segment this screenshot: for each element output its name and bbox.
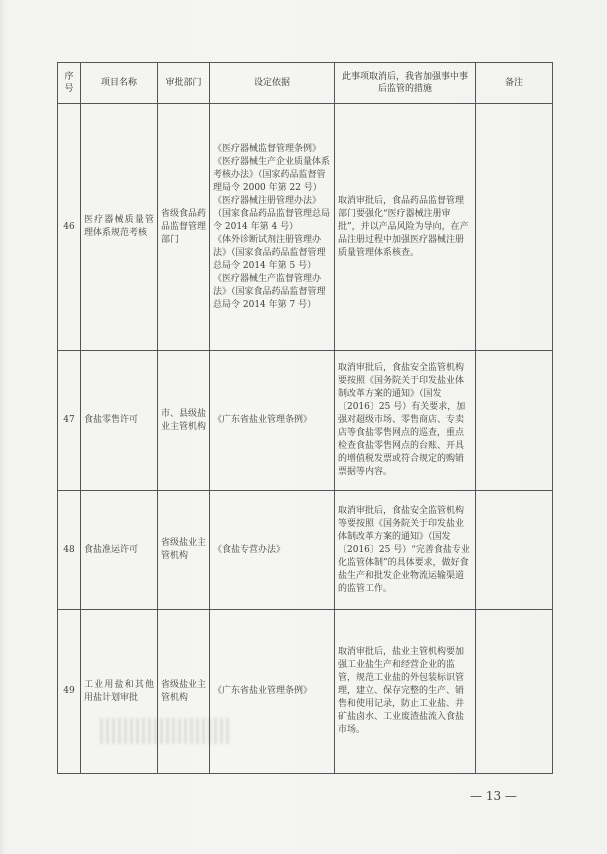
row-dept: 省级盐业主管机构 xyxy=(158,610,210,774)
row-no: 49 xyxy=(58,610,81,774)
row-measure: 取消审批后，食盐安全监管机构要按照《国务院关于印发盐业体制改革方案的通知》（国发〔2016〕25 号）有关要求，加强对超级市场、零售商店、专卖店等食盐零售网点的巡查，重点检查食盐零售网点的台账、开具的增值税发票或符合规定的购销票据等内容。 xyxy=(335,351,476,491)
row-remark xyxy=(476,104,553,351)
basis-item: 《医疗器械生产企业质量体系考核办法》（国家药品监督管理局令 2000 年第 22 号） xyxy=(213,156,331,193)
row-basis xyxy=(210,491,335,610)
header-dept: 审批部门 xyxy=(158,63,210,104)
header-remark: 备注 xyxy=(476,63,553,104)
basis-item: 《食盐专营办法》 xyxy=(213,544,286,555)
row-dept: 省级食品药品监督管理部门 xyxy=(158,104,210,351)
row-basis xyxy=(210,351,335,491)
row-remark xyxy=(476,610,553,774)
basis-item: 《广东省盐业管理条例》 xyxy=(213,415,313,425)
table-row xyxy=(58,104,553,351)
row-basis xyxy=(210,610,335,774)
row-basis xyxy=(210,104,335,351)
faded-stamp-mark xyxy=(100,718,230,744)
header-name: 项目名称 xyxy=(81,63,158,104)
row-no: 48 xyxy=(58,491,81,610)
basis-item: 《医疗器械监督管理条例》 xyxy=(213,143,322,154)
table-header-row xyxy=(58,63,553,104)
basis-item: 《体外诊断试剂注册管理办法》（国家食品药品监督管理总局令 2014 年第 5 号） xyxy=(213,234,326,271)
row-measure: 取消审批后，盐业主管机构要加强工业盐生产和经营企业的监管，规范工业盐的外包装标识管理，建立、保存完整的生产、销售和使用记录，防止工业盐、井矿盐卤水、工业废渣盐流入食盐市场。 xyxy=(335,610,476,774)
row-no: 46 xyxy=(58,104,81,351)
row-measure: 取消审批后，食品药品监督管理部门要强化“医疗器械注册审批”，并以产品风险为导向，在产品注册过程中加强医疗器械注册质量管理体系核查。 xyxy=(335,104,476,351)
basis-item: 《医疗器械生产监督管理办法》（国家食品药品监督管理总局令 2014 年第 7 号） xyxy=(213,273,326,310)
table-row xyxy=(58,491,553,610)
header-measure: 此事项取消后，我省加强事中事后监管的措施 xyxy=(335,63,476,104)
basis-item: 《广东省盐业管理条例》 xyxy=(213,686,313,696)
basis-item: 《医疗器械注册管理办法》（国家食品药品监督管理总局令 2014 年第 4 号） xyxy=(213,195,331,232)
page-number: — 13 — xyxy=(470,789,517,803)
row-remark xyxy=(476,491,553,610)
row-no: 47 xyxy=(58,351,81,491)
header-no: 序号 xyxy=(58,63,81,104)
header-basis: 设定依据 xyxy=(210,63,335,104)
row-measure: 取消审批后，食盐安全监管机构等要按照《国务院关于印发盐业体制改革方案的通知》（国发〔2016〕25 号）“完善食盐专业化监管体制”的具体要求，做好食盐生产和批发企业物流运输渠道的监管工作。 xyxy=(335,491,476,610)
row-remark xyxy=(476,351,553,491)
row-name: 工业用盐和其他用盐计划审批 xyxy=(81,610,158,774)
table-row xyxy=(58,610,553,774)
row-dept: 省级盐业主管机构 xyxy=(158,491,210,610)
row-name: 食盐零售许可 xyxy=(81,351,158,491)
row-dept: 市、县级盐业主管机构 xyxy=(158,351,210,491)
regulation-table xyxy=(57,62,553,774)
row-name: 医疗器械质量管理体系规范考核 xyxy=(81,104,158,351)
table-row xyxy=(58,351,553,491)
row-name: 食盐准运许可 xyxy=(81,491,158,610)
